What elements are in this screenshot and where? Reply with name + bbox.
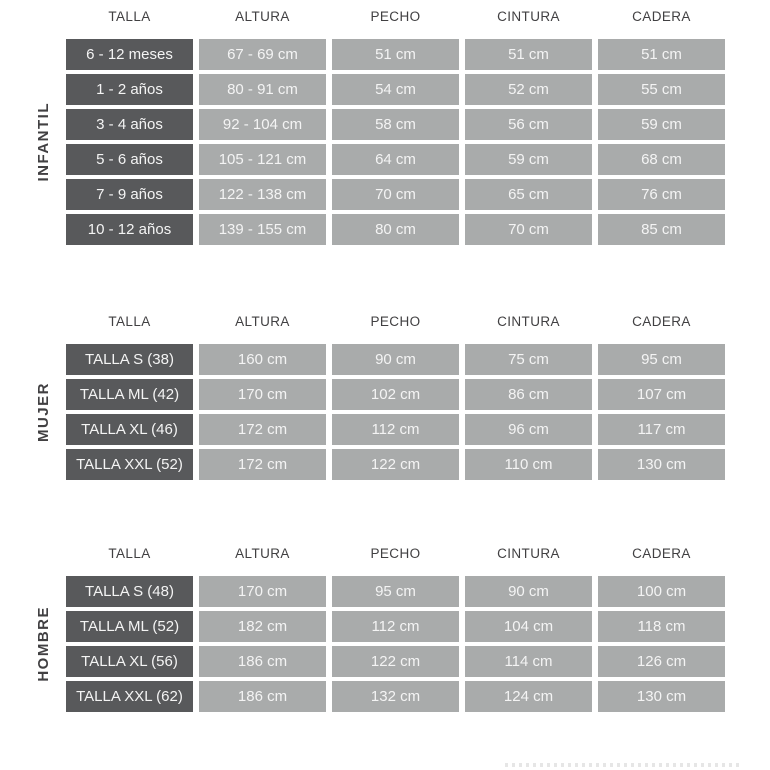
column-header-cadera: CADERA [632, 546, 691, 561]
size-label-cell: TALLA S (48) [66, 576, 193, 607]
measurement-cell: 55 cm [598, 74, 725, 105]
measurement-cell: 170 cm [199, 379, 326, 410]
size-table-infantil [34, 8, 725, 245]
measurement-cell: 139 - 155 cm [199, 214, 326, 245]
measurement-cell: 86 cm [465, 379, 592, 410]
measurement-cell: 130 cm [598, 681, 725, 712]
column-header-talla: TALLA [108, 314, 151, 329]
size-label-cell: 10 - 12 años [66, 214, 193, 245]
column-header-cintura: CINTURA [497, 546, 560, 561]
group-label-mujer-text: MUJER [34, 381, 52, 442]
size-label-cell: TALLA XXL (62) [66, 681, 193, 712]
table-body-hombre [34, 576, 725, 712]
size-table-mujer [34, 313, 725, 480]
measurement-cell: 105 - 121 cm [199, 144, 326, 175]
size-label-cell: TALLA XXL (52) [66, 449, 193, 480]
column-header-cadera: CADERA [632, 9, 691, 24]
measurement-cell: 96 cm [465, 414, 592, 445]
column-header-altura: ALTURA [235, 314, 290, 329]
measurement-cell: 80 - 91 cm [199, 74, 326, 105]
measurement-cell: 75 cm [465, 344, 592, 375]
column-header-pecho: PECHO [370, 314, 421, 329]
column-header-talla: TALLA [108, 9, 151, 24]
group-label-infantil [24, 39, 62, 245]
measurement-cell: 58 cm [332, 109, 459, 140]
size-label-cell: TALLA XL (56) [66, 646, 193, 677]
measurement-cell: 112 cm [332, 414, 459, 445]
measurement-cell: 160 cm [199, 344, 326, 375]
group-label-mujer [24, 344, 62, 480]
size-label-cell: TALLA S (38) [66, 344, 193, 375]
measurement-cell: 124 cm [465, 681, 592, 712]
column-header-altura: ALTURA [235, 546, 290, 561]
measurement-cell: 68 cm [598, 144, 725, 175]
measurement-cell: 52 cm [465, 74, 592, 105]
size-grid-mujer [66, 344, 725, 480]
measurement-cell: 51 cm [332, 39, 459, 70]
table-body-mujer [34, 344, 725, 480]
measurement-cell: 76 cm [598, 179, 725, 210]
faint-cropped-caption [505, 763, 740, 767]
column-header-cadera: CADERA [632, 314, 691, 329]
measurement-cell: 110 cm [465, 449, 592, 480]
measurement-cell: 100 cm [598, 576, 725, 607]
measurement-cell: 186 cm [199, 681, 326, 712]
measurement-cell: 112 cm [332, 611, 459, 642]
size-label-cell: 7 - 9 años [66, 179, 193, 210]
group-label-infantil-text: INFANTIL [34, 102, 52, 182]
column-header-pecho: PECHO [370, 546, 421, 561]
measurement-cell: 90 cm [332, 344, 459, 375]
measurement-cell: 64 cm [332, 144, 459, 175]
measurement-cell: 102 cm [332, 379, 459, 410]
size-label-cell: 3 - 4 años [66, 109, 193, 140]
measurement-cell: 126 cm [598, 646, 725, 677]
column-headers-hombre [66, 545, 725, 563]
size-label-cell: TALLA ML (42) [66, 379, 193, 410]
measurement-cell: 172 cm [199, 449, 326, 480]
measurement-cell: 118 cm [598, 611, 725, 642]
measurement-cell: 130 cm [598, 449, 725, 480]
measurement-cell: 122 - 138 cm [199, 179, 326, 210]
measurement-cell: 67 - 69 cm [199, 39, 326, 70]
measurement-cell: 117 cm [598, 414, 725, 445]
column-header-talla: TALLA [108, 546, 151, 561]
column-header-cintura: CINTURA [497, 314, 560, 329]
measurement-cell: 59 cm [598, 109, 725, 140]
measurement-cell: 51 cm [598, 39, 725, 70]
measurement-cell: 107 cm [598, 379, 725, 410]
group-label-hombre [24, 576, 62, 712]
measurement-cell: 70 cm [332, 179, 459, 210]
column-header-altura: ALTURA [235, 9, 290, 24]
group-label-hombre-text: HOMBRE [34, 606, 52, 682]
size-label-cell: 6 - 12 meses [66, 39, 193, 70]
measurement-cell: 92 - 104 cm [199, 109, 326, 140]
measurement-cell: 85 cm [598, 214, 725, 245]
measurement-cell: 122 cm [332, 449, 459, 480]
measurement-cell: 182 cm [199, 611, 326, 642]
measurement-cell: 170 cm [199, 576, 326, 607]
size-label-cell: 1 - 2 años [66, 74, 193, 105]
table-body-infantil [34, 39, 725, 245]
measurement-cell: 70 cm [465, 214, 592, 245]
measurement-cell: 114 cm [465, 646, 592, 677]
size-table-hombre [34, 545, 725, 712]
measurement-cell: 90 cm [465, 576, 592, 607]
size-grid-hombre [66, 576, 725, 712]
measurement-cell: 54 cm [332, 74, 459, 105]
column-headers-infantil [66, 8, 725, 26]
measurement-cell: 95 cm [332, 576, 459, 607]
size-grid-infantil [66, 39, 725, 245]
measurement-cell: 80 cm [332, 214, 459, 245]
measurement-cell: 51 cm [465, 39, 592, 70]
measurement-cell: 95 cm [598, 344, 725, 375]
column-headers-mujer [66, 313, 725, 331]
size-label-cell: TALLA XL (46) [66, 414, 193, 445]
measurement-cell: 56 cm [465, 109, 592, 140]
size-label-cell: 5 - 6 años [66, 144, 193, 175]
measurement-cell: 132 cm [332, 681, 459, 712]
measurement-cell: 104 cm [465, 611, 592, 642]
column-header-cintura: CINTURA [497, 9, 560, 24]
size-label-cell: TALLA ML (52) [66, 611, 193, 642]
column-header-pecho: PECHO [370, 9, 421, 24]
measurement-cell: 59 cm [465, 144, 592, 175]
measurement-cell: 122 cm [332, 646, 459, 677]
measurement-cell: 186 cm [199, 646, 326, 677]
measurement-cell: 172 cm [199, 414, 326, 445]
measurement-cell: 65 cm [465, 179, 592, 210]
